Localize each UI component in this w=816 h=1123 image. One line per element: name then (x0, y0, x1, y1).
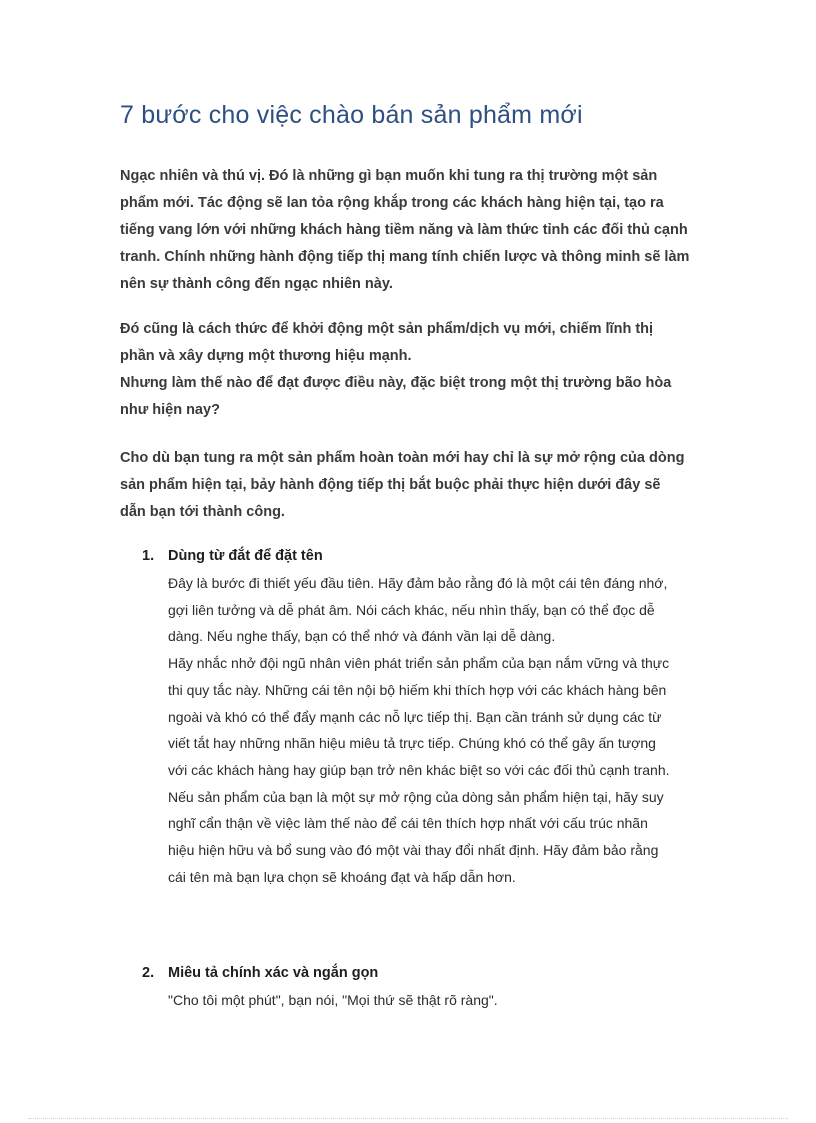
step-title: Miêu tả chính xác và ngắn gọn (168, 965, 379, 981)
step-1-heading (142, 548, 323, 564)
step-number: 1. (142, 548, 155, 564)
intro-paragraph-3 (120, 445, 710, 526)
text-line: như hiện nay? (120, 402, 220, 418)
text-line: tranh. Chính những hành động tiếp thị mang tính chiến lược và thông minh sẽ làm (120, 249, 690, 265)
text-line: Nếu sản phẩm của bạn là một sự mở rộng của dòng sản phẩm hiện tại, hãy suy (168, 788, 664, 805)
text-line: ngoài và khó có thể đẩy mạnh các nỗ lực tiếp thị. Bạn cần tránh sử dụng các từ (168, 708, 662, 725)
text-line: phẩm mới. Tác động sẽ lan tỏa rộng khắp trong các khách hàng hiện tại, tạo ra (120, 195, 664, 211)
text-line: thi quy tắc này. Những cái tên nội bộ hiếm khi thích hợp với các khách hàng bên (168, 681, 667, 698)
text-line: Cho dù bạn tung ra một sản phẩm hoàn toàn mới hay chỉ là sự mở rộng của dòng (120, 450, 685, 466)
intro-paragraph-1 (120, 163, 710, 298)
step-number: 2. (142, 965, 155, 981)
step-2-body (168, 987, 708, 1014)
text-line: Hãy nhắc nhở đội ngũ nhân viên phát triển sản phẩm của bạn nắm vững và thực (168, 655, 670, 672)
text-line: Ngạc nhiên và thú vị. Đó là những gì bạn muốn khi tung ra thị trường một sản (120, 168, 658, 184)
text-line: hiệu hiện hữu và bổ sung vào đó một vài thay đổi nhất định. Hãy đảm bảo rằng (168, 842, 659, 859)
text-line: gợi liên tưởng và dễ phát âm. Nói cách khác, nếu nhìn thấy, bạn có thể đọc dễ (168, 601, 655, 618)
text-line: sản phẩm hiện tại, bảy hành động tiếp thị bắt buộc phải thực hiện dưới đây sẽ (120, 477, 661, 493)
text-line: Nhưng làm thế nào để đạt được điều này, đặc biệt trong một thị trường bão hòa (120, 375, 672, 391)
document-title: 7 bước cho việc chào bán sản phẩm mới (120, 101, 583, 129)
step-title: Dùng từ đắt để đặt tên (168, 548, 323, 564)
text-line: tiếng vang lớn với những khách hàng tiềm năng và làm thức tỉnh các đối thủ cạnh (120, 222, 688, 238)
text-line: dàng. Nếu nghe thấy, bạn có thể nhớ và đánh vần lại dễ dàng. (168, 628, 556, 645)
text-line: phần và xây dựng một thương hiệu mạnh. (120, 348, 412, 364)
text-line: nên sự thành công đến ngạc nhiên này. (120, 276, 393, 292)
text-line: Đây là bước đi thiết yếu đầu tiên. Hãy đảm bảo rằng đó là một cái tên đáng nhớ, (168, 575, 668, 591)
text-line: "Cho tôi một phút", bạn nói, "Mọi thứ sẽ thật rõ ràng". (168, 992, 498, 1008)
page-bottom-divider (28, 1118, 788, 1119)
text-line: viết tắt hay những nhãn hiệu miêu tả trực tiếp. Chúng khó có thể gây ấn tượng (168, 735, 656, 752)
step-2-heading (142, 965, 378, 981)
intro-paragraph-2 (120, 316, 710, 424)
text-line: nghĩ cẩn thận về việc làm thế nào để cái tên thích hợp nhất với cấu trúc nhãn (168, 815, 648, 832)
text-line: dẫn bạn tới thành công. (120, 504, 285, 520)
text-line: với các khách hàng hay giúp bạn trở nên khác biệt so với các đối thủ cạnh tranh. (168, 761, 670, 778)
text-line: cái tên mà bạn lựa chọn sẽ khoáng đạt và hấp dẫn hơn. (168, 868, 516, 885)
step-1-body (168, 570, 708, 890)
text-line: Đó cũng là cách thức để khởi động một sản phẩm/dịch vụ mới, chiếm lĩnh thị (120, 321, 654, 337)
